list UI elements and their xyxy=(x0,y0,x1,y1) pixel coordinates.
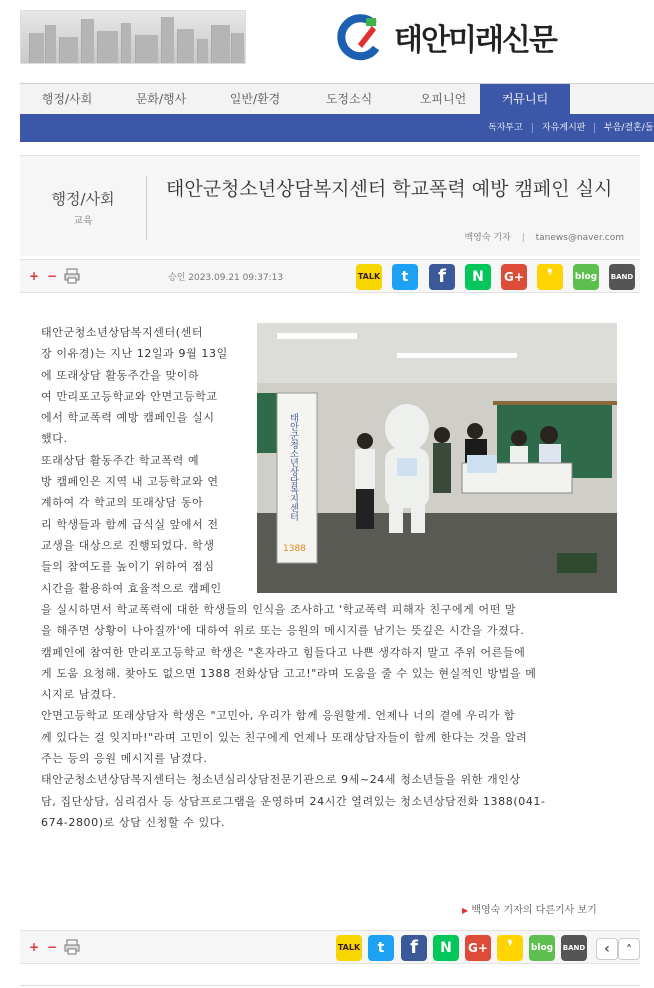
text-line: 교생을 대상으로 진행되었다. 학생 xyxy=(41,538,215,552)
nav-item-general[interactable]: 일반/환경 xyxy=(229,92,281,106)
print-icon[interactable] xyxy=(64,268,80,284)
more-articles-label: 백영숙 기자의 다른기사 보기 xyxy=(471,905,597,916)
text-line: 여 만리포고등학교와 안면고등학교 xyxy=(41,389,218,403)
article-category[interactable]: 행정/사회 xyxy=(51,190,115,208)
scroll-top-button[interactable]: ˄ xyxy=(618,938,640,960)
subnav-item-reader-post[interactable]: 독자투고 xyxy=(488,123,523,133)
article-body-full xyxy=(41,599,631,833)
text-line: 674-2800)로 상담 신청할 수 있다. xyxy=(41,815,226,829)
footer-divider xyxy=(20,985,640,986)
article-body-wrap xyxy=(41,322,253,599)
site-logo[interactable] xyxy=(336,10,576,64)
text-line: 에서 학교폭력 예방 캠페인을 실시 xyxy=(41,411,215,425)
article-toolbar-top xyxy=(20,259,640,293)
more-articles-link[interactable] xyxy=(462,901,597,916)
text-line: 태안군청소년상담복지센터는 청소년심리상담전문기관으로 9세~24세 청소년들을 위한 개인상 xyxy=(41,773,521,787)
text-line: 께 있다는 걸 잊지마!"라며 고민이 있는 친구에게 언제나 또래상담자들이 함께 한다는 것을 알려 xyxy=(41,730,528,744)
kakaostory-share-icon[interactable]: ❜ xyxy=(497,935,523,961)
logo-title: 태안미래신문 xyxy=(394,23,556,58)
text-line: 태안군청소년상담복지센터(센터 xyxy=(41,326,204,339)
triangle-right-icon: ▶ xyxy=(462,906,469,915)
text-line: 시지로 남겼다. xyxy=(41,688,117,702)
band-share-icon[interactable]: BAND xyxy=(609,264,635,290)
twitter-share-icon[interactable]: t xyxy=(392,264,418,290)
article-subcategory[interactable]: 교육 xyxy=(73,216,93,227)
header-banner-image[interactable] xyxy=(20,10,246,64)
article-photo[interactable] xyxy=(257,323,617,593)
font-decrease-button[interactable]: − xyxy=(46,269,58,283)
text-line: 들의 참여도를 높이기 위하여 점심 xyxy=(41,560,215,574)
naver-share-icon[interactable]: N xyxy=(433,935,459,961)
font-increase-button[interactable]: + xyxy=(28,269,40,283)
logo-mark-icon xyxy=(336,12,386,62)
font-decrease-button[interactable]: − xyxy=(46,940,58,954)
prev-arrow-button[interactable]: ‹ xyxy=(596,938,618,960)
main-nav xyxy=(20,83,654,115)
nav-item-province-news[interactable]: 도정소식 xyxy=(325,92,373,106)
nav-item-admin-society[interactable]: 행정/사회 xyxy=(41,92,93,106)
text-line: 에 또래상담 활동주간을 맞이하 xyxy=(41,368,200,382)
blog-share-icon[interactable]: blog xyxy=(529,935,555,961)
text-line: 방 캠페인은 지역 내 고등학교와 연 xyxy=(41,475,219,489)
text-line: 담, 집단상담, 심리검사 등 상담프로그램을 운영하며 24시간 열려있는 청소년상담전화 1388(041- xyxy=(41,794,546,808)
text-line: 을 해주면 상황이 나아질까'에 대하여 위로 또는 응원의 메시지를 남기는 뜻깊은 시간을 가졌다. xyxy=(41,624,525,638)
kakaotalk-share-icon[interactable]: TALK xyxy=(336,935,362,961)
nav-item-community[interactable]: 커뮤니티 xyxy=(480,84,570,114)
subnav-item-free-board[interactable]: 자유게시판 xyxy=(542,123,586,133)
article-toolbar-bottom xyxy=(20,930,640,964)
reporter-email[interactable]: tanews@naver.com xyxy=(535,233,624,243)
text-line: 계하여 각 학교의 또래상담 동아 xyxy=(41,496,204,510)
text-line: 게 도움 요청해. 찾아도 없으면 1388 전화상담 고고!"라며 도움을 줄 수 있는 현실적인 방법을 메 xyxy=(41,666,537,680)
print-icon[interactable] xyxy=(64,939,80,955)
reporter-name[interactable]: 백영숙 기자 xyxy=(464,233,511,243)
text-line: 장 이유경)는 지난 12일과 9월 13일 xyxy=(41,347,228,361)
band-share-icon[interactable]: BAND xyxy=(561,935,587,961)
sub-nav xyxy=(20,114,654,142)
article-headline: 태안군청소년상담복지센터 학교폭력 예방 캠페인 실시 xyxy=(166,178,613,200)
article-date: 승인 2023.09.21 09:37:13 xyxy=(168,273,284,283)
font-increase-button[interactable]: + xyxy=(28,940,40,954)
blog-share-icon[interactable]: blog xyxy=(573,264,599,290)
googleplus-share-icon[interactable]: G+ xyxy=(465,935,491,961)
kakaostory-share-icon[interactable]: ❜ xyxy=(537,264,563,290)
text-line: 캠페인에 참여한 만리포고등학교 학생은 "혼자라고 힘들다고 나쁜 생각하지 말고 주위 어른들에 xyxy=(41,645,526,659)
divider xyxy=(146,176,147,240)
facebook-share-icon[interactable]: f xyxy=(429,264,455,290)
googleplus-share-icon[interactable]: G+ xyxy=(501,264,527,290)
kakaotalk-share-icon[interactable]: TALK xyxy=(356,264,382,290)
text-line: 또래상담 활동주간 학교폭력 예 xyxy=(41,453,200,467)
text-line: 시간을 활용하여 효율적으로 캠페인 xyxy=(41,581,222,595)
nav-item-opinion[interactable]: 오피니언 xyxy=(419,92,467,106)
text-line: 했다. xyxy=(41,432,68,446)
facebook-share-icon[interactable]: f xyxy=(401,935,427,961)
article-header xyxy=(20,155,640,256)
text-line: 안면고등학교 또래상담자 학생은 "고민아, 우리가 함께 응원할게. 언제나 너의 곁에 우리가 함 xyxy=(41,709,516,723)
photo-banner-number: 1388 xyxy=(283,544,306,554)
text-line: 을 실시하면서 학교폭력에 대한 학생들의 인식을 조사하고 '학교폭력 피해자 친구에게 어떤 말 xyxy=(41,603,517,616)
naver-share-icon[interactable]: N xyxy=(465,264,491,290)
article-byline: 백영숙 기자 | tanews@naver.com xyxy=(464,233,624,243)
photo-banner-text: 태안군청소년상담복지센터 xyxy=(288,413,298,521)
subnav-item-obituary[interactable]: 부음/결혼/돌 xyxy=(604,123,654,133)
twitter-share-icon[interactable]: t xyxy=(368,935,394,961)
text-line: 리 학생들과 함께 급식실 앞에서 전 xyxy=(41,517,219,531)
text-line: 주는 등의 응원 메시지를 남겼다. xyxy=(41,752,208,766)
nav-item-culture[interactable]: 문화/행사 xyxy=(135,92,187,106)
